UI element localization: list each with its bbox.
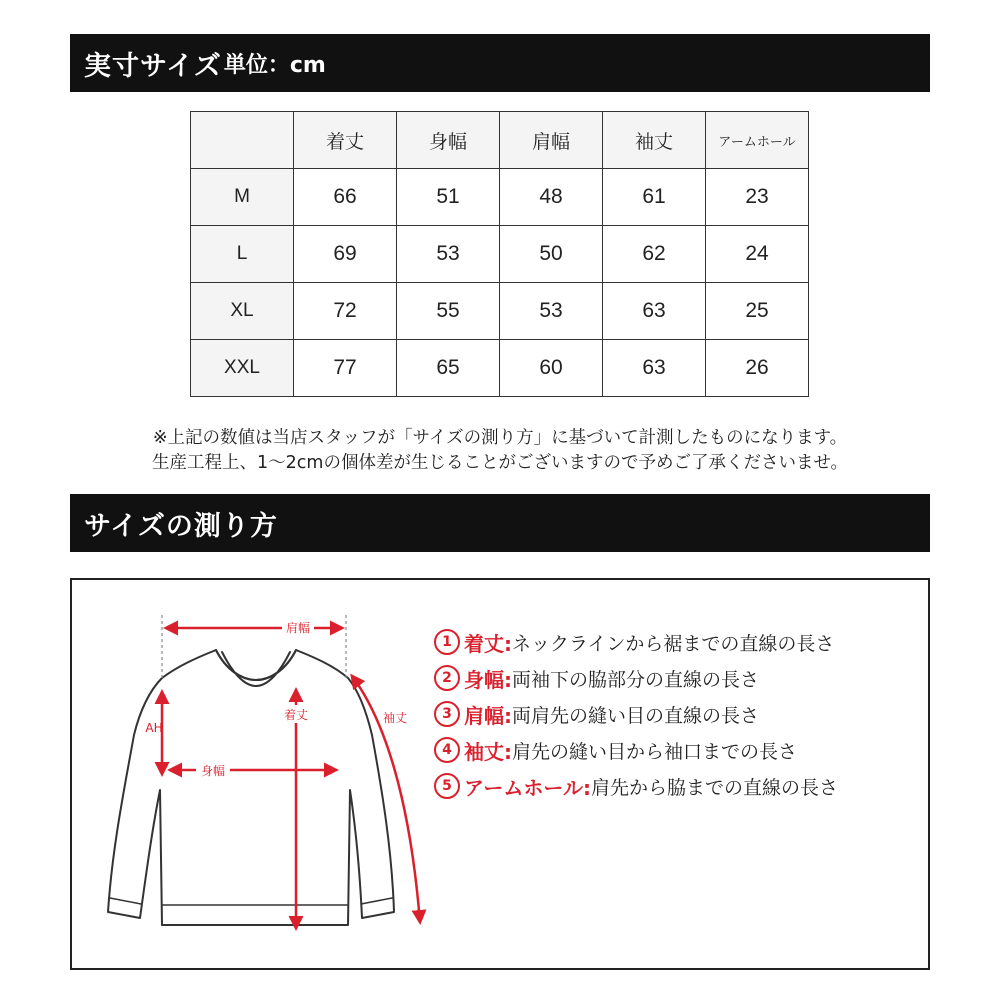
measurement-note: ※上記の数値は当店スタッフが「サイズの測り方」に基づいて計測したものになります。 [152, 428, 848, 448]
table-header-cell: アームホール [706, 112, 809, 169]
table-cell: 72 [294, 283, 397, 340]
chest-label: 身幅 [200, 764, 226, 778]
table-header-cell: 着丈 [294, 112, 397, 169]
length-label: 着丈 [283, 708, 309, 722]
size-unit-label: 単位：cm [223, 52, 326, 78]
legend-number: 1 [434, 629, 460, 655]
table-cell: 24 [706, 226, 809, 283]
legend-item-length [434, 624, 838, 660]
table-header-cell: 肩幅 [500, 112, 603, 169]
sleeve-label: 袖丈 [382, 711, 408, 725]
legend-desc: 両肩先の縫い目の直線の長さ [512, 704, 760, 727]
table-cell: 77 [294, 340, 397, 397]
size-label: XL [191, 283, 294, 340]
legend-term: アームホール: [464, 775, 591, 800]
table-cell: 61 [603, 169, 706, 226]
table-cell: 26 [706, 340, 809, 397]
table-cell: 60 [500, 340, 603, 397]
legend-number: 2 [434, 665, 460, 691]
table-cell: 53 [397, 226, 500, 283]
legend-term: 袖丈: [464, 739, 512, 764]
table-cell: 63 [603, 283, 706, 340]
table-cell: 23 [706, 169, 809, 226]
measure-section-title: サイズの測り方 [84, 510, 278, 542]
table-cell: 69 [294, 226, 397, 283]
legend-term: 着丈: [464, 631, 512, 656]
size-label: XXL [191, 340, 294, 397]
legend-item-shoulder [434, 696, 838, 732]
table-cell: 50 [500, 226, 603, 283]
table-header-cell: 袖丈 [603, 112, 706, 169]
legend-desc: 肩先から脇までの直線の長さ [591, 776, 839, 799]
table-cell: 25 [706, 283, 809, 340]
legend-term: 肩幅: [464, 703, 512, 728]
table-cell: 51 [397, 169, 500, 226]
legend-item-sleeve [434, 732, 838, 768]
table-cell: 53 [500, 283, 603, 340]
table-cell: 48 [500, 169, 603, 226]
table-cell: 55 [397, 283, 500, 340]
table-cell: 65 [397, 340, 500, 397]
legend-desc: ネックラインから裾までの直線の長さ [512, 632, 835, 655]
size-section-title: 実寸サイズ [84, 50, 222, 82]
legend-item-armhole [434, 768, 838, 804]
variance-note: 生産工程上、1〜2cmの個体差が生じることがございますので予めご了承くださいませ。 [152, 453, 848, 473]
size-label: M [191, 169, 294, 226]
legend-term: 身幅: [464, 667, 512, 692]
legend-item-chest [434, 660, 838, 696]
legend-number: 4 [434, 737, 460, 763]
table-cell: 66 [294, 169, 397, 226]
table-header-cell: 身幅 [397, 112, 500, 169]
measurement-legend [434, 624, 838, 804]
table-cell: 63 [603, 340, 706, 397]
ah-label: AH [145, 721, 163, 735]
table-cell: 62 [603, 226, 706, 283]
legend-desc: 肩先の縫い目から袖口までの長さ [512, 740, 798, 763]
size-label: L [191, 226, 294, 283]
legend-number: 5 [434, 773, 460, 799]
shoulder-label: 肩幅 [285, 621, 311, 635]
legend-number: 3 [434, 701, 460, 727]
legend-desc: 両袖下の脇部分の直線の長さ [512, 668, 760, 691]
